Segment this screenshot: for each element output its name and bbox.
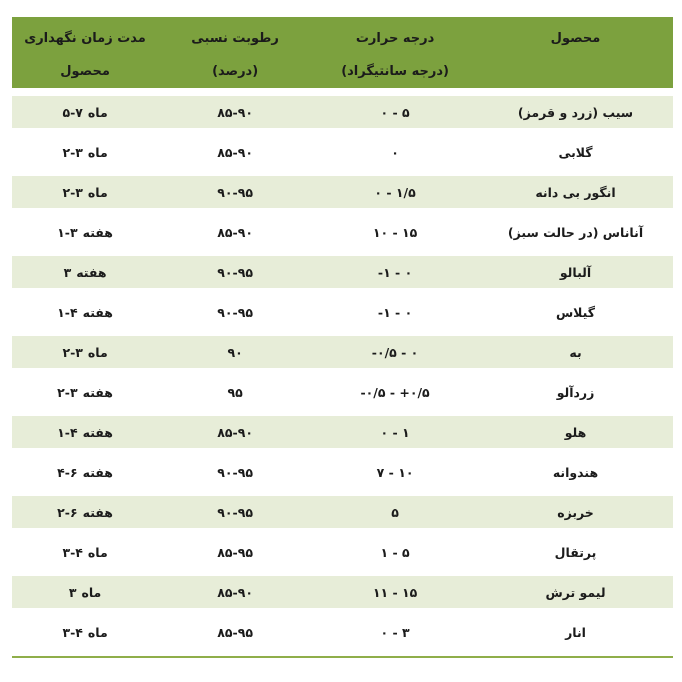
duration-cell bbox=[12, 345, 158, 360]
table-row bbox=[12, 96, 673, 128]
temperature-cell: -۱ - ۰ bbox=[377, 304, 413, 320]
humidity-cell: ۹۰ bbox=[227, 344, 243, 360]
table-row bbox=[12, 176, 673, 208]
temperature-cell: ۰ - ۵ bbox=[380, 104, 410, 120]
duration-cell bbox=[12, 105, 158, 120]
temperature-cell: ۵ bbox=[391, 504, 399, 520]
duration-value: ۳ bbox=[68, 584, 77, 600]
humidity-cell: ۸۵-۹۰ bbox=[217, 104, 253, 120]
duration-value: ۱-۳ bbox=[57, 224, 78, 240]
duration-unit: هفته bbox=[82, 424, 113, 440]
temperature-cell: ۰ bbox=[391, 144, 399, 160]
temperature-cell: -۰/۵ - ۰ bbox=[371, 344, 419, 360]
product-cell: زردآلو bbox=[556, 384, 595, 400]
duration-unit: ماه bbox=[87, 544, 108, 560]
table-row bbox=[12, 216, 673, 248]
temperature-cell: ۱۰ - ۱۵ bbox=[372, 224, 418, 240]
product-cell: لیمو ترش bbox=[545, 584, 606, 600]
duration-unit: ماه bbox=[87, 184, 108, 200]
duration-unit: هفته bbox=[82, 464, 113, 480]
product-cell: هلو bbox=[564, 424, 587, 440]
humidity-cell: ۸۵-۹۰ bbox=[217, 224, 253, 240]
table-row bbox=[12, 576, 673, 608]
duration-value: ۳-۴ bbox=[62, 624, 83, 640]
product-cell: آلبالو bbox=[559, 264, 592, 280]
temperature-cell: ۰ - ۱/۵ bbox=[374, 184, 416, 200]
bottom-border-line bbox=[12, 656, 673, 658]
humidity-cell: ۹۰-۹۵ bbox=[217, 464, 253, 480]
product-cell: انار bbox=[565, 624, 586, 640]
product-cell: هندوانه bbox=[552, 464, 599, 480]
table-row bbox=[12, 296, 673, 328]
table-row bbox=[12, 536, 673, 568]
table-row bbox=[12, 416, 673, 448]
header-humidity-line1: رطوبت نسبی bbox=[191, 31, 279, 46]
temperature-cell: -۱ - ۰ bbox=[377, 264, 413, 280]
humidity-cell: ۸۵-۹۰ bbox=[217, 424, 253, 440]
product-cell: آناناس (در حالت سبز) bbox=[507, 224, 644, 240]
duration-unit: هفته bbox=[82, 384, 113, 400]
duration-value: ۲-۳ bbox=[62, 144, 83, 160]
header-duration-line2: محصول bbox=[60, 64, 110, 80]
duration-unit: هفته bbox=[76, 264, 107, 280]
duration-unit: ماه bbox=[87, 104, 108, 120]
humidity-cell: ۹۰-۹۵ bbox=[217, 264, 253, 280]
temperature-cell: ۷ - ۱۰ bbox=[376, 464, 414, 480]
humidity-cell: ۸۵-۹۰ bbox=[217, 584, 253, 600]
table-row bbox=[12, 136, 673, 168]
humidity-cell: ۹۰-۹۵ bbox=[217, 184, 253, 200]
duration-cell bbox=[12, 145, 158, 160]
header-row bbox=[12, 17, 673, 88]
duration-value: ۲-۳ bbox=[57, 384, 78, 400]
product-cell: گلابی bbox=[558, 144, 593, 160]
duration-unit: ماه bbox=[87, 624, 108, 640]
duration-unit: ماه bbox=[81, 584, 102, 600]
header-duration-line1: مدت زمان نگهداری bbox=[24, 31, 146, 46]
humidity-cell: ۸۵-۹۵ bbox=[217, 544, 253, 560]
table-body bbox=[12, 96, 673, 648]
duration-cell bbox=[12, 545, 158, 560]
temperature-cell: ۱۱ - ۱۵ bbox=[372, 584, 418, 600]
duration-value: ۲-۳ bbox=[62, 344, 83, 360]
duration-unit: هفته bbox=[82, 224, 113, 240]
duration-value: ۴-۶ bbox=[57, 464, 78, 480]
header-temperature-line2: (درجه سانتیگراد) bbox=[341, 64, 449, 80]
duration-value: ۲-۳ bbox=[62, 184, 83, 200]
duration-cell bbox=[12, 505, 158, 520]
duration-cell bbox=[12, 425, 158, 440]
duration-value: ۵-۷ bbox=[62, 104, 83, 120]
temperature-cell: ۱ - ۵ bbox=[380, 544, 410, 560]
duration-cell bbox=[12, 185, 158, 200]
duration-cell bbox=[12, 385, 158, 400]
header-temperature bbox=[312, 17, 478, 88]
header-duration bbox=[12, 17, 158, 88]
table-row bbox=[12, 336, 673, 368]
header-humidity-line2: (درصد) bbox=[212, 64, 259, 80]
duration-unit: ماه bbox=[87, 144, 108, 160]
product-cell: گیلاس bbox=[555, 304, 596, 320]
table-row bbox=[12, 496, 673, 528]
product-cell: انگور بی دانه bbox=[535, 184, 616, 200]
humidity-cell: ۹۰-۹۵ bbox=[217, 504, 253, 520]
duration-unit: هفته bbox=[82, 304, 113, 320]
temperature-cell: ۰ - ۱ bbox=[380, 424, 410, 440]
duration-cell bbox=[12, 465, 158, 480]
header-product-line1: محصول bbox=[550, 31, 601, 46]
product-cell: به bbox=[569, 344, 582, 360]
humidity-cell: ۹۰-۹۵ bbox=[217, 304, 253, 320]
duration-unit: هفته bbox=[82, 504, 113, 520]
duration-value: ۱-۴ bbox=[57, 424, 78, 440]
duration-cell bbox=[12, 265, 158, 280]
header-temperature-line1: درجه حرارت bbox=[355, 31, 435, 46]
fruit-storage-table bbox=[12, 17, 673, 658]
duration-value: ۳-۴ bbox=[62, 544, 83, 560]
duration-value: ۲-۶ bbox=[57, 504, 78, 520]
humidity-cell: ۸۵-۹۵ bbox=[217, 624, 253, 640]
header-product bbox=[478, 17, 673, 88]
temperature-cell: ۰ - ۳ bbox=[380, 624, 410, 640]
header-humidity bbox=[158, 17, 312, 88]
duration-value: ۱-۴ bbox=[57, 304, 78, 320]
humidity-cell: ۹۵ bbox=[227, 384, 243, 400]
duration-cell bbox=[12, 305, 158, 320]
humidity-cell: ۸۵-۹۰ bbox=[217, 144, 253, 160]
duration-cell bbox=[12, 585, 158, 600]
table-row bbox=[12, 456, 673, 488]
product-cell: پرتقال bbox=[554, 544, 597, 560]
duration-value: ۳ bbox=[63, 264, 72, 280]
duration-cell bbox=[12, 225, 158, 240]
table-row bbox=[12, 256, 673, 288]
table-row bbox=[12, 616, 673, 648]
duration-cell bbox=[12, 625, 158, 640]
temperature-cell: -۰/۵ - +۰/۵ bbox=[360, 384, 430, 400]
product-cell: خربزه bbox=[557, 504, 594, 520]
duration-unit: ماه bbox=[87, 344, 108, 360]
table-row bbox=[12, 376, 673, 408]
product-cell: سیب (زرد و قرمز) bbox=[517, 104, 634, 120]
